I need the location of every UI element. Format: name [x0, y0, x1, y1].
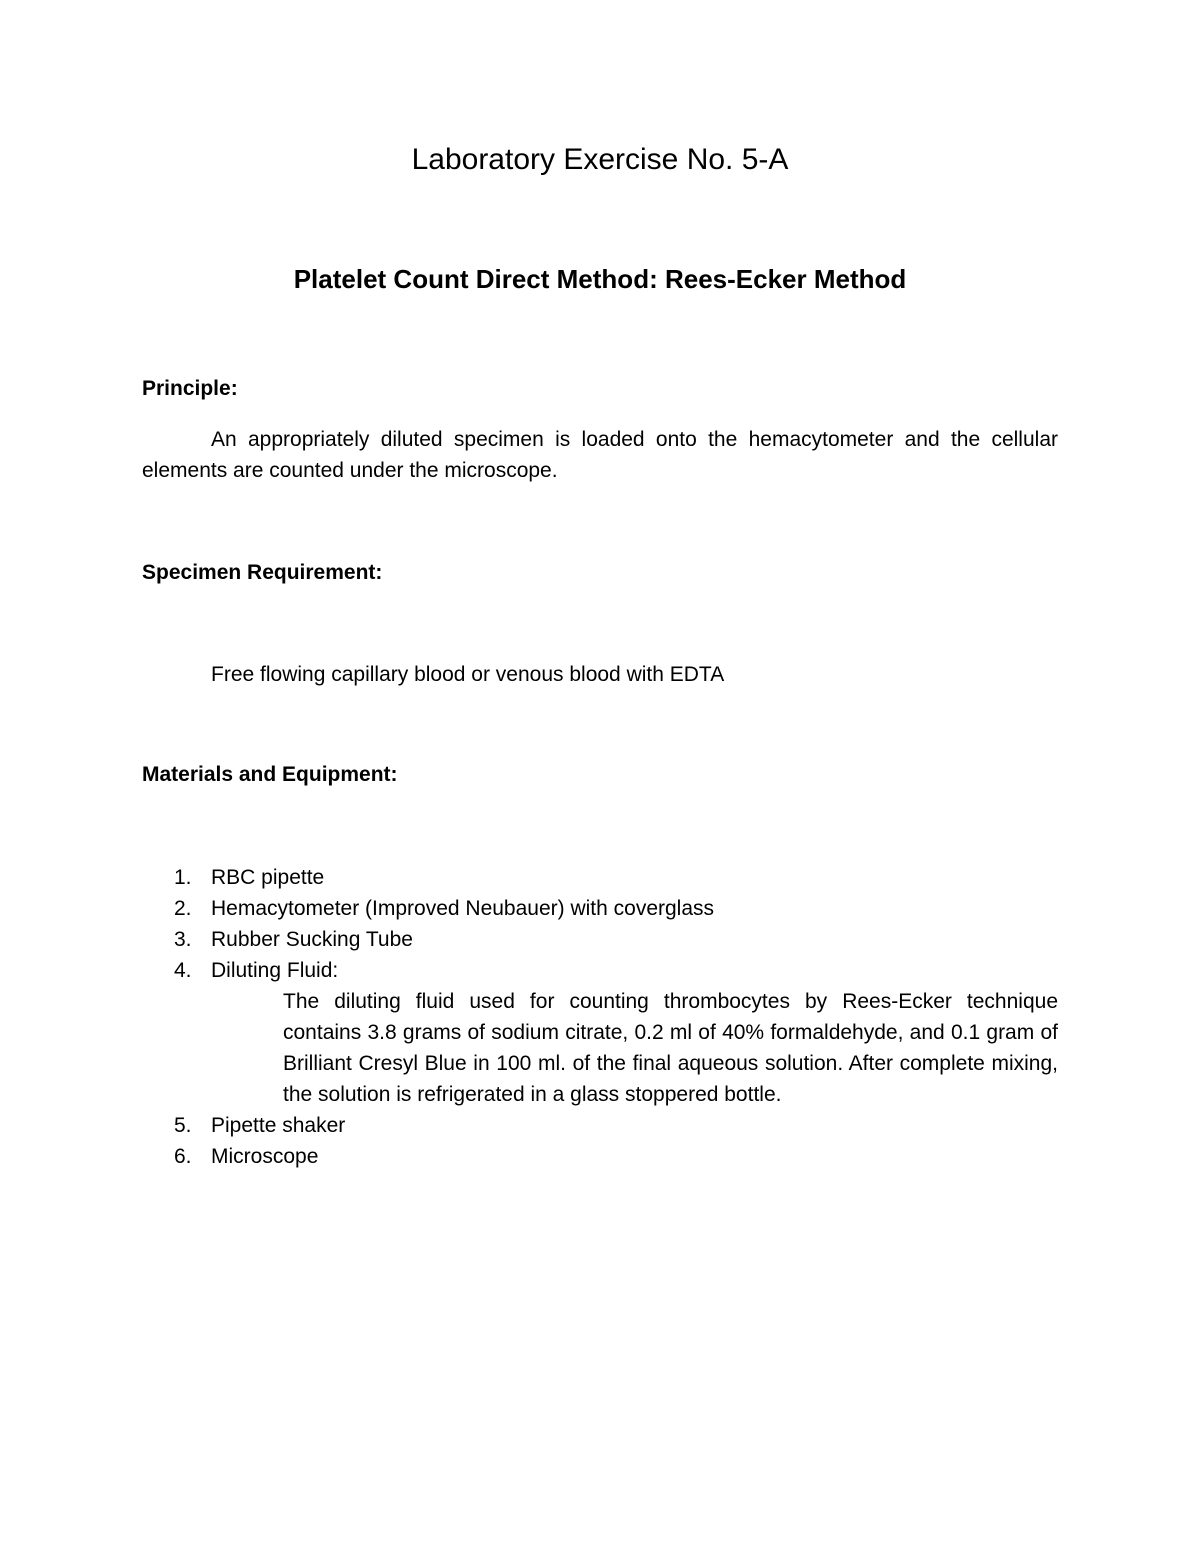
list-item-label: Microscope — [211, 1145, 319, 1168]
list-item-label: RBC pipette — [211, 866, 325, 889]
list-item-label: Diluting Fluid: — [211, 959, 339, 982]
list-item-number: 1. — [174, 866, 192, 889]
list-item-number: 5. — [174, 1114, 192, 1137]
list-item-label: Rubber Sucking Tube — [211, 928, 413, 951]
list-item-number: 2. — [174, 897, 192, 920]
principle-text: An appropriately diluted specimen is loaded onto the hemacytometer and the cellular elements are counted under the microscope. — [142, 428, 1058, 482]
page-title: Laboratory Exercise No. 5-A — [411, 143, 789, 176]
materials-heading: Materials and Equipment: — [142, 763, 398, 786]
list-item — [0, 1110, 1200, 1141]
principle-heading: Principle: — [142, 377, 238, 400]
list-item — [0, 924, 1200, 955]
diluting-fluid-description: The diluting fluid used for counting thrombocytes by Rees-Ecker technique contains 3.8 grams of sodium citrate, 0.2 ml of 40% formaldehyde, and 0.1 gram of Brilliant Cresyl Blue in 100 ml. of the final aqueous solution. After complete mixing, the solution is refrigerated in a glass stoppered bottle. — [283, 990, 1058, 1106]
list-item-number: 3. — [174, 928, 192, 951]
page-subtitle: Platelet Count Direct Method: Rees-Ecker Method — [293, 264, 907, 294]
specimen-text: Free flowing capillary blood or venous blood with EDTA — [211, 663, 725, 686]
list-item — [0, 862, 1200, 893]
list-item-label: Hemacytometer (Improved Neubauer) with coverglass — [211, 897, 715, 920]
list-item-number: 4. — [174, 959, 192, 982]
materials-list — [0, 862, 1200, 1172]
list-item — [0, 1141, 1200, 1172]
list-item — [0, 955, 1200, 1110]
list-item-number: 6. — [174, 1145, 192, 1168]
specimen-heading: Specimen Requirement: — [142, 561, 383, 584]
list-item-label: Pipette shaker — [211, 1114, 346, 1137]
list-item — [0, 893, 1200, 924]
